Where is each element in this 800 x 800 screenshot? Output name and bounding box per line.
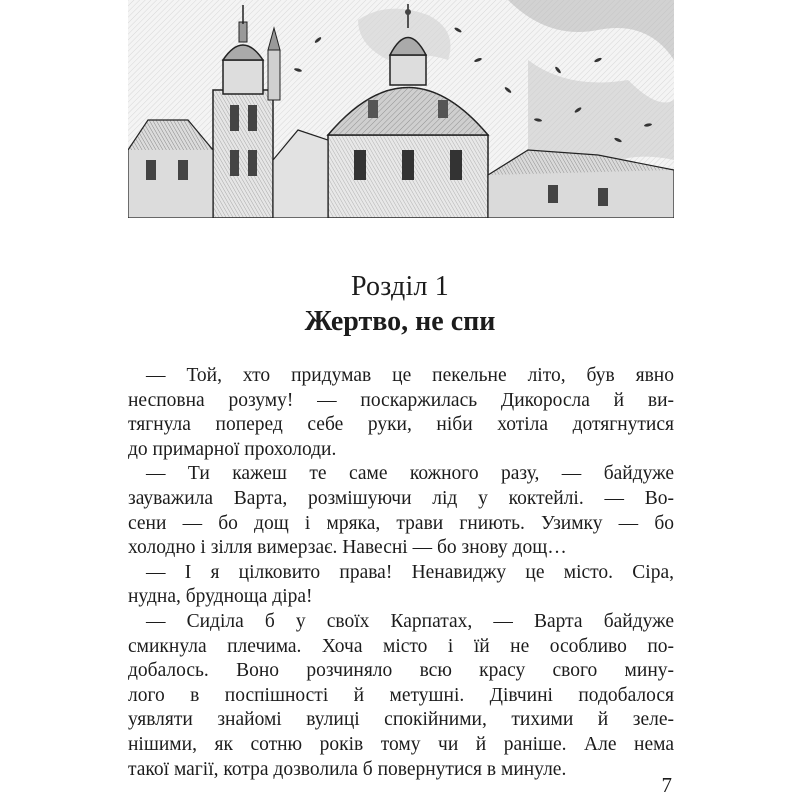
text-line: сени — бо дощ і мряка, трави гниють. Узимку — бо — [128, 512, 674, 534]
text-line: холодно і зілля вимерзає. Навесні — бо знову дощ… — [128, 537, 567, 559]
text-line: добалось. Воно розчиняло всю красу свого мину- — [128, 660, 674, 682]
text-line: смикнула плечима. Хоча місто і їй не особливо по- — [128, 635, 674, 657]
text-line: тягнула поперед себе руки, ніби хотіла дотягнутися — [128, 414, 674, 436]
text-line: — І я цілковито права! Ненавиджу це місто. Сіра, — [146, 561, 674, 583]
page-number: 7 — [661, 773, 672, 797]
text-line: несповна розуму! — поскаржилась Дикоросла й ви- — [128, 389, 674, 411]
text-line: лого в поспішності й метушні. Дівчині подобалося — [128, 684, 674, 706]
text-line: нішими, як сотню років тому чи й раніше. Але нема — [128, 733, 674, 755]
text-line: — Той, хто придумав це пекельне літо, був явно — [146, 365, 674, 386]
header-illustration — [128, 0, 674, 218]
chapter-title: Жертво, не спи — [304, 306, 496, 337]
text-line: — Сиділа б у своїх Карпатах, — Варта байдуже — [146, 610, 674, 632]
chapter-number: Розділ 1 — [350, 271, 450, 302]
text-line: уявляти знайомі вулиці спокійними, тихими й зеле- — [128, 709, 674, 731]
text-line: такої магії, котра дозволила б повернутися в минуле. — [128, 758, 567, 780]
text-line: до примарної прохолоди. — [128, 438, 337, 460]
text-line: зауважила Варта, розмішуючи лід у коктейлі. — Во- — [128, 487, 674, 509]
city-sketch-icon — [128, 0, 674, 218]
text-line: — Ти кажеш те саме кожного разу, — байдуже — [146, 463, 674, 485]
body-text — [128, 364, 674, 782]
text-line: нудна, брудноща діра! — [128, 586, 313, 608]
